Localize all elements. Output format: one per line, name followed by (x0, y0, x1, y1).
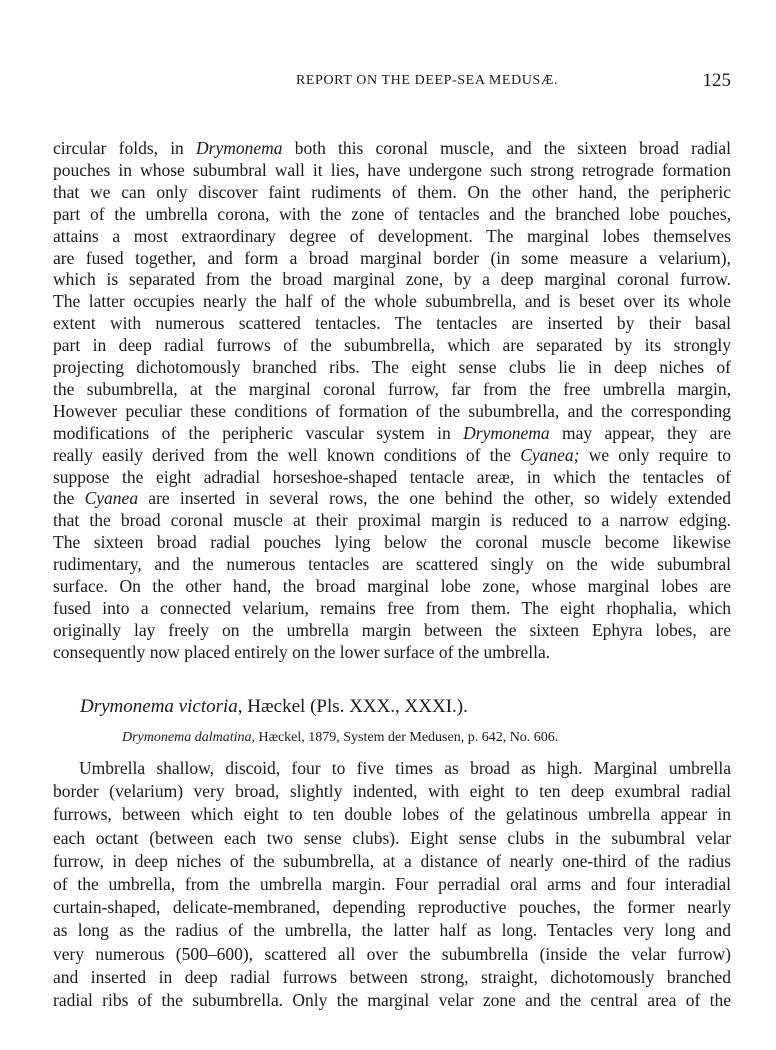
italic-taxon: Cyanea; (520, 444, 580, 465)
text-line (53, 619, 731, 641)
text-line (53, 181, 731, 203)
text-line (53, 919, 731, 941)
text-line (53, 137, 731, 159)
text-segment: attains a most extraordinary degree of development. The marginal lobes themselves (53, 225, 731, 246)
text-segment: each octant (between each two sense clubs). Eight sense clubs in the subumbral velar (53, 827, 731, 848)
text-segment: fused into a connected velarium, remains free from them. The eight rhophalia, which (53, 597, 731, 618)
text-segment: furrows, between which eight to ten double lobes of the gelatinous umbrella appear in (53, 804, 731, 825)
text-line (53, 827, 731, 849)
text-line (53, 290, 731, 312)
italic-taxon: Drymonema (196, 138, 283, 158)
text-segment: really easily derived from the well known conditions of the (53, 444, 521, 465)
text-segment: surface. On the other hand, the broad marginal lobe zone, whose marginal lobes are (53, 576, 731, 596)
species-name: Drymonema victoria (80, 696, 238, 717)
text-line (53, 597, 731, 619)
text-segment: that the broad coronal muscle at their proximal margin is reduced to a narrow edging. (53, 510, 731, 531)
text-line (53, 641, 731, 663)
page-number: 125 (702, 70, 731, 91)
text-segment: originally lay freely on the umbrella margin between the sixteen Ephyra lobes, are (53, 619, 731, 640)
text-segment: The sixteen broad radial pouches lying below the coronal muscle become likewise (53, 532, 731, 553)
text-line (53, 247, 731, 269)
text-segment: very numerous (500–600), scattered all over the subumbrella (inside the velar furrow) (53, 943, 731, 964)
text-segment: the (53, 488, 85, 509)
text-line (53, 378, 731, 400)
text-segment: part of the umbrella corona, with the zone of tentacles and the branched lobe pouches, (53, 203, 731, 224)
text-line (53, 466, 731, 488)
italic-taxon: Drymonema (463, 422, 550, 443)
text-segment: furrow, in deep niches of the subumbrella, at a distance of nearly one-third of the radius (53, 850, 731, 871)
text-segment: extent with numerous scattered tentacles. The tentacles are inserted by their basal (53, 313, 731, 334)
text-segment: rudimentary, and the numerous tentacles are scattered singly on the wide subumbral (53, 554, 731, 575)
text-segment: modifications of the peripheric vascular system in (53, 422, 464, 443)
text-segment: curtain-shaped, delicate-membraned, depending reproductive pouches, the former nearly (53, 897, 731, 918)
text-line (53, 966, 731, 988)
text-line (53, 575, 731, 597)
text-segment: The latter occupies nearly the half of the whole subumbrella, and is beset over its whole (53, 291, 731, 312)
text-line (53, 780, 731, 802)
text-line (53, 943, 731, 965)
text-line (53, 159, 731, 181)
text-segment: both this coronal muscle, and the sixteen broad radial (282, 138, 732, 158)
synonym-reference: , Hæckel, 1879, System der Medusen, p. 642, No. 606. (251, 730, 559, 745)
text-line (53, 531, 731, 553)
text-line (53, 873, 731, 895)
text-segment: that we can only discover faint rudiments of them. On the other hand, the peripheric (53, 181, 731, 202)
running-title: REPORT ON THE DEEP-SEA MEDUSÆ. (295, 73, 559, 88)
text-line (53, 400, 731, 422)
text-line (79, 757, 731, 779)
text-line (53, 225, 731, 247)
text-segment: we only require to (579, 444, 731, 465)
text-segment: are fused together, and form a broad marginal border (in some measure a velarium), (53, 247, 731, 268)
text-segment: border (velarium) very broad, slightly indented, with eight to ten deep exumbral radial (53, 781, 731, 802)
text-line (53, 850, 731, 872)
text-segment: part in deep radial furrows of the subumbrella, which are separated by its strongly (53, 335, 731, 356)
text-line (53, 487, 731, 509)
text-segment: as long as the radius of the umbrella, the latter half as long. Tentacles very long and (53, 920, 731, 941)
text-segment: radial ribs of the subumbrella. Only the marginal velar zone and the central area of the (53, 990, 731, 1010)
text-segment: Umbrella shallow, discoid, four to five times as broad as high. Marginal umbrella (79, 758, 731, 778)
text-line (53, 509, 731, 531)
text-segment: may appear, they are (549, 422, 731, 443)
text-segment: are inserted in several rows, the one behind the other, so widely extended (138, 488, 731, 509)
text-segment: the subumbrella, at the marginal coronal furrow, far from the free umbrella margin, (53, 378, 731, 399)
text-segment: circular folds, in (53, 138, 197, 158)
text-line (53, 896, 731, 918)
text-line (53, 334, 731, 356)
synonym-name: Drymonema dalmatina (122, 730, 252, 745)
text-segment: projecting dichotomously branched ribs. The eight sense clubs lie in deep niches of (53, 357, 731, 377)
species-heading (80, 696, 468, 718)
text-line (53, 268, 731, 290)
text-line (53, 356, 731, 378)
species-authority: , Hæckel (Pls. XXX., XXXI.). (237, 696, 468, 717)
text-segment: suppose the eight adradial horseshoe-shaped tentacle areæ, in which the tentacles of (53, 466, 731, 487)
text-line (53, 803, 731, 825)
text-segment: and inserted in deep radial furrows between strong, straight, dichotomously branched (53, 966, 731, 987)
text-line (53, 312, 731, 334)
text-line (53, 203, 731, 225)
text-segment: which is separated from the broad marginal zone, by a deep marginal coronal furrow. (53, 269, 731, 290)
text-line (53, 422, 731, 444)
synonym-citation (122, 730, 558, 746)
text-segment: However peculiar these conditions of formation of the subumbrella, and the corresponding (53, 400, 731, 421)
page-header (53, 70, 731, 94)
text-segment: of the umbrella, from the umbrella margin. Four perradial oral arms and four interadial (53, 874, 731, 894)
text-line (53, 553, 731, 575)
italic-taxon: Cyanea (84, 488, 139, 509)
text-segment: consequently now placed entirely on the lower surface of the umbrella. (53, 641, 551, 662)
text-line (53, 989, 731, 1011)
text-segment: pouches in whose subumbral wall it lies, have undergone such strong retrograde formation (53, 159, 731, 180)
text-line (53, 444, 731, 466)
